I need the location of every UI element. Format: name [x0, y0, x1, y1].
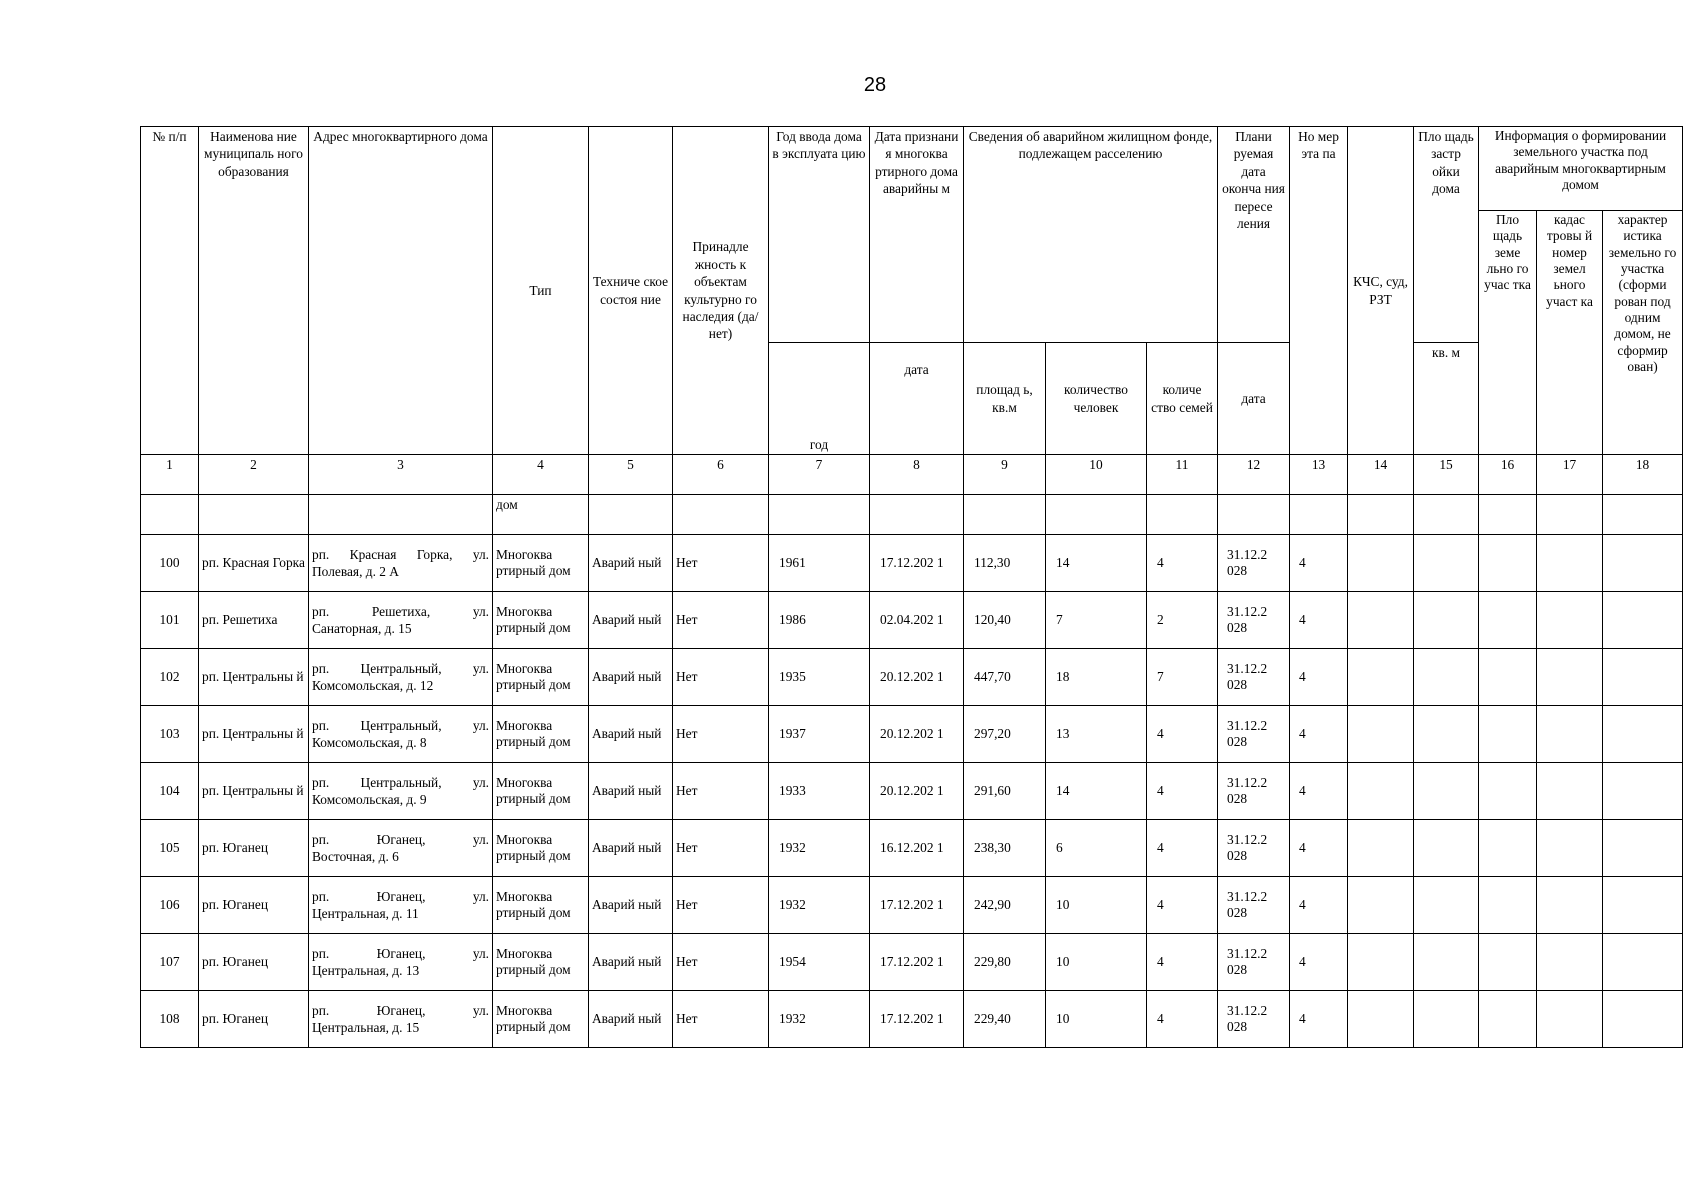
table-row [141, 535, 1683, 592]
header-planned-date: Плани руемая дата оконча ния пересе ления [1218, 127, 1290, 343]
row-kchs [1348, 706, 1414, 763]
row-planned-date: 31.12.2 028 [1218, 763, 1290, 820]
col-number: 14 [1348, 455, 1414, 495]
row-address [309, 820, 493, 877]
header-land-character: характер истика земельно го участка (сформи рован под одним домом, не сформир ован) [1603, 211, 1683, 455]
row-building-area [1414, 649, 1479, 706]
row-year: 1932 [769, 877, 870, 934]
row-year: 1933 [769, 763, 870, 820]
row-tech-state: Аварий ный [589, 649, 673, 706]
row-land-character [1603, 535, 1683, 592]
header-heritage: Принадле жность к объектам культурно го наследия (да/нет) [673, 127, 769, 455]
header-address: Адрес многоквартирного дома [309, 127, 493, 455]
subheader-area: площад ь, кв.м [964, 343, 1046, 455]
row-address-line1: рп. Красная Горка, ул. [312, 546, 489, 562]
row-address-line2: Санаторная, д. 15 [312, 621, 412, 636]
row-number: 106 [141, 877, 199, 934]
row-heritage: Нет [673, 934, 769, 991]
row-cadastral [1537, 592, 1603, 649]
row-area: 238,30 [964, 820, 1046, 877]
header-num: № п/п [141, 127, 199, 455]
row-tech-state: Аварий ный [589, 934, 673, 991]
row-families: 4 [1147, 706, 1218, 763]
row-land-character [1603, 934, 1683, 991]
row-municipality: рп. Центральны й [199, 649, 309, 706]
row-type: Многоква ртирный дом [493, 535, 589, 592]
row-year: 1954 [769, 934, 870, 991]
header-year: Год ввода дома в эксплуата цию [769, 127, 870, 343]
row-families: 4 [1147, 934, 1218, 991]
row-address [309, 649, 493, 706]
row-address-line2: Комсомольская, д. 8 [312, 735, 427, 750]
row-people: 13 [1046, 706, 1147, 763]
row-heritage: Нет [673, 877, 769, 934]
row-cadastral [1537, 535, 1603, 592]
table-row [141, 934, 1683, 991]
row-families: 4 [1147, 763, 1218, 820]
row-kchs [1348, 649, 1414, 706]
row-land-character [1603, 763, 1683, 820]
row-land-area [1479, 763, 1537, 820]
row-recognition-date: 17.12.202 1 [870, 991, 964, 1048]
row-recognition-date: 17.12.202 1 [870, 535, 964, 592]
row-heritage: Нет [673, 820, 769, 877]
col-number: 12 [1218, 455, 1290, 495]
header-type: Тип [493, 127, 589, 455]
col-number: 11 [1147, 455, 1218, 495]
row-address [309, 934, 493, 991]
row-address-line2: Центральная, д. 15 [312, 1020, 420, 1035]
row-building-area [1414, 535, 1479, 592]
row-families: 4 [1147, 535, 1218, 592]
row-kchs [1348, 763, 1414, 820]
row-address-line2: Полевая, д. 2 А [312, 564, 399, 579]
row-address [309, 706, 493, 763]
row-tech-state: Аварий ный [589, 820, 673, 877]
row-people: 14 [1046, 763, 1147, 820]
row-municipality: рп. Решетиха [199, 592, 309, 649]
col-number: 15 [1414, 455, 1479, 495]
subheader-building-area-unit: кв. м [1414, 343, 1479, 455]
row-area: 112,30 [964, 535, 1046, 592]
table-row [141, 763, 1683, 820]
row-land-area [1479, 535, 1537, 592]
subheader-date: дата [870, 343, 964, 455]
row-planned-date: 31.12.2 028 [1218, 706, 1290, 763]
row-address-line2: Комсомольская, д. 9 [312, 792, 427, 807]
row-type: Многоква ртирный дом [493, 820, 589, 877]
row-address-line1: рп. Юганец, ул. [312, 888, 489, 904]
row-type: Многоква ртирный дом [493, 649, 589, 706]
row-heritage: Нет [673, 763, 769, 820]
row-recognition-date: 20.12.202 1 [870, 706, 964, 763]
col-number: 13 [1290, 455, 1348, 495]
row-planned-date: 31.12.2 028 [1218, 649, 1290, 706]
row-planned-date: 31.12.2 028 [1218, 877, 1290, 934]
row-heritage: Нет [673, 706, 769, 763]
table-row [141, 706, 1683, 763]
row-people: 7 [1046, 592, 1147, 649]
carryover-row [141, 495, 1683, 535]
row-building-area [1414, 592, 1479, 649]
row-municipality: рп. Юганец [199, 934, 309, 991]
row-kchs [1348, 820, 1414, 877]
table-row [141, 877, 1683, 934]
col-number: 3 [309, 455, 493, 495]
row-stage: 4 [1290, 820, 1348, 877]
row-people: 10 [1046, 934, 1147, 991]
col-number: 9 [964, 455, 1046, 495]
row-cadastral [1537, 877, 1603, 934]
row-planned-date: 31.12.2 028 [1218, 991, 1290, 1048]
row-land-character [1603, 592, 1683, 649]
col-number: 2 [199, 455, 309, 495]
row-address-line1: рп. Центральный, ул. [312, 774, 489, 790]
header-land-info: Информация о формировании земельного участка под аварийным многоквартирным домом [1479, 127, 1683, 211]
row-municipality: рп. Красная Горка [199, 535, 309, 592]
row-cadastral [1537, 763, 1603, 820]
row-tech-state: Аварий ный [589, 706, 673, 763]
col-number: 4 [493, 455, 589, 495]
row-area: 120,40 [964, 592, 1046, 649]
row-stage: 4 [1290, 592, 1348, 649]
row-year: 1986 [769, 592, 870, 649]
row-number: 103 [141, 706, 199, 763]
row-cadastral [1537, 991, 1603, 1048]
row-recognition-date: 20.12.202 1 [870, 649, 964, 706]
header-emergency-fund: Сведения об аварийном жилищном фонде, подлежащем расселению [964, 127, 1218, 343]
row-families: 7 [1147, 649, 1218, 706]
row-address-line1: рп. Центральный, ул. [312, 660, 489, 676]
table-row [141, 820, 1683, 877]
row-area: 291,60 [964, 763, 1046, 820]
row-building-area [1414, 934, 1479, 991]
table-row [141, 991, 1683, 1048]
row-address [309, 877, 493, 934]
header-stage: Но мер эта па [1290, 127, 1348, 455]
row-kchs [1348, 592, 1414, 649]
table-header [141, 127, 1683, 495]
row-address-line1: рп. Центральный, ул. [312, 717, 489, 733]
row-cadastral [1537, 820, 1603, 877]
row-tech-state: Аварий ный [589, 535, 673, 592]
column-numbers-row [141, 455, 1683, 495]
row-recognition-date: 20.12.202 1 [870, 763, 964, 820]
row-planned-date: 31.12.2 028 [1218, 535, 1290, 592]
row-address-line1: рп. Решетиха, ул. [312, 603, 489, 619]
row-address-line2: Комсомольская, д. 12 [312, 678, 434, 693]
row-recognition-date: 16.12.202 1 [870, 820, 964, 877]
header-municipality: Наименова ние муниципаль ного образования [199, 127, 309, 455]
subheader-year: год [769, 343, 870, 455]
header-kchs: КЧС, суд, РЗТ [1348, 127, 1414, 455]
row-number: 107 [141, 934, 199, 991]
row-address [309, 763, 493, 820]
row-building-area [1414, 820, 1479, 877]
header-tech-state: Техниче ское состоя ние [589, 127, 673, 455]
col-number: 8 [870, 455, 964, 495]
header-land-area: Пло щадь земе льно го учас тка [1479, 211, 1537, 455]
row-stage: 4 [1290, 991, 1348, 1048]
row-municipality: рп. Юганец [199, 820, 309, 877]
row-address-line1: рп. Юганец, ул. [312, 945, 489, 961]
row-type: Многоква ртирный дом [493, 934, 589, 991]
row-address-line2: Восточная, д. 6 [312, 849, 399, 864]
row-people: 10 [1046, 991, 1147, 1048]
row-address [309, 592, 493, 649]
row-recognition-date: 02.04.202 1 [870, 592, 964, 649]
row-stage: 4 [1290, 934, 1348, 991]
row-building-area [1414, 877, 1479, 934]
row-kchs [1348, 934, 1414, 991]
row-year: 1961 [769, 535, 870, 592]
col-number: 6 [673, 455, 769, 495]
row-building-area [1414, 991, 1479, 1048]
row-cadastral [1537, 706, 1603, 763]
row-planned-date: 31.12.2 028 [1218, 592, 1290, 649]
table-row [141, 649, 1683, 706]
row-municipality: рп. Юганец [199, 877, 309, 934]
row-address-line1: рп. Юганец, ул. [312, 1002, 489, 1018]
row-families: 2 [1147, 592, 1218, 649]
header-recognition-date: Дата признани я многоква ртирного дома аварийны м [870, 127, 964, 343]
subheader-families: количе ство семей [1147, 343, 1218, 455]
row-cadastral [1537, 649, 1603, 706]
row-kchs [1348, 991, 1414, 1048]
row-municipality: рп. Юганец [199, 991, 309, 1048]
row-cadastral [1537, 934, 1603, 991]
row-area: 229,80 [964, 934, 1046, 991]
row-stage: 4 [1290, 763, 1348, 820]
row-building-area [1414, 706, 1479, 763]
row-people: 14 [1046, 535, 1147, 592]
row-people: 18 [1046, 649, 1147, 706]
row-number: 105 [141, 820, 199, 877]
row-families: 4 [1147, 820, 1218, 877]
row-year: 1932 [769, 991, 870, 1048]
row-land-area [1479, 649, 1537, 706]
header-cadastral: кадас тровы й номер земел ьного участ ка [1537, 211, 1603, 455]
row-recognition-date: 17.12.202 1 [870, 934, 964, 991]
row-address [309, 535, 493, 592]
row-heritage: Нет [673, 535, 769, 592]
row-people: 6 [1046, 820, 1147, 877]
table-body [141, 495, 1683, 1048]
row-land-character [1603, 706, 1683, 763]
emergency-housing-table [140, 126, 1683, 1048]
row-municipality: рп. Центральны й [199, 763, 309, 820]
row-area: 229,40 [964, 991, 1046, 1048]
row-area: 297,20 [964, 706, 1046, 763]
row-type: Многоква ртирный дом [493, 763, 589, 820]
row-municipality: рп. Центральны й [199, 706, 309, 763]
row-building-area [1414, 763, 1479, 820]
row-land-area [1479, 820, 1537, 877]
carryover-type: дом [493, 495, 589, 535]
row-land-area [1479, 592, 1537, 649]
row-type: Многоква ртирный дом [493, 592, 589, 649]
col-number: 17 [1537, 455, 1603, 495]
row-land-character [1603, 877, 1683, 934]
row-heritage: Нет [673, 991, 769, 1048]
row-land-area [1479, 934, 1537, 991]
row-year: 1937 [769, 706, 870, 763]
row-stage: 4 [1290, 535, 1348, 592]
row-number: 102 [141, 649, 199, 706]
col-number: 10 [1046, 455, 1147, 495]
row-type: Многоква ртирный дом [493, 877, 589, 934]
row-heritage: Нет [673, 649, 769, 706]
row-kchs [1348, 877, 1414, 934]
col-number: 16 [1479, 455, 1537, 495]
row-type: Многоква ртирный дом [493, 991, 589, 1048]
row-land-character [1603, 649, 1683, 706]
col-number: 5 [589, 455, 673, 495]
row-stage: 4 [1290, 877, 1348, 934]
row-land-area [1479, 991, 1537, 1048]
row-tech-state: Аварий ный [589, 991, 673, 1048]
row-heritage: Нет [673, 592, 769, 649]
col-number: 1 [141, 455, 199, 495]
col-number: 18 [1603, 455, 1683, 495]
subheader-people: количество человек [1046, 343, 1147, 455]
header-building-area: Пло щадь застр ойки дома [1414, 127, 1479, 343]
row-address [309, 991, 493, 1048]
row-number: 104 [141, 763, 199, 820]
row-address-line2: Центральная, д. 13 [312, 963, 420, 978]
col-number: 7 [769, 455, 870, 495]
row-land-area [1479, 877, 1537, 934]
row-recognition-date: 17.12.202 1 [870, 877, 964, 934]
row-area: 242,90 [964, 877, 1046, 934]
row-number: 108 [141, 991, 199, 1048]
row-stage: 4 [1290, 649, 1348, 706]
row-tech-state: Аварий ный [589, 592, 673, 649]
row-land-character [1603, 991, 1683, 1048]
row-number: 101 [141, 592, 199, 649]
row-year: 1932 [769, 820, 870, 877]
row-year: 1935 [769, 649, 870, 706]
row-families: 4 [1147, 991, 1218, 1048]
row-kchs [1348, 535, 1414, 592]
row-type: Многоква ртирный дом [493, 706, 589, 763]
row-address-line2: Центральная, д. 11 [312, 906, 419, 921]
row-planned-date: 31.12.2 028 [1218, 820, 1290, 877]
row-area: 447,70 [964, 649, 1046, 706]
page-number: 28 [863, 74, 887, 96]
row-families: 4 [1147, 877, 1218, 934]
row-planned-date: 31.12.2 028 [1218, 934, 1290, 991]
row-land-area [1479, 706, 1537, 763]
row-number: 100 [141, 535, 199, 592]
row-tech-state: Аварий ный [589, 763, 673, 820]
row-stage: 4 [1290, 706, 1348, 763]
subheader-planned-date: дата [1218, 343, 1290, 455]
table-row [141, 592, 1683, 649]
row-land-character [1603, 820, 1683, 877]
row-tech-state: Аварий ный [589, 877, 673, 934]
row-address-line1: рп. Юганец, ул. [312, 831, 489, 847]
row-people: 10 [1046, 877, 1147, 934]
